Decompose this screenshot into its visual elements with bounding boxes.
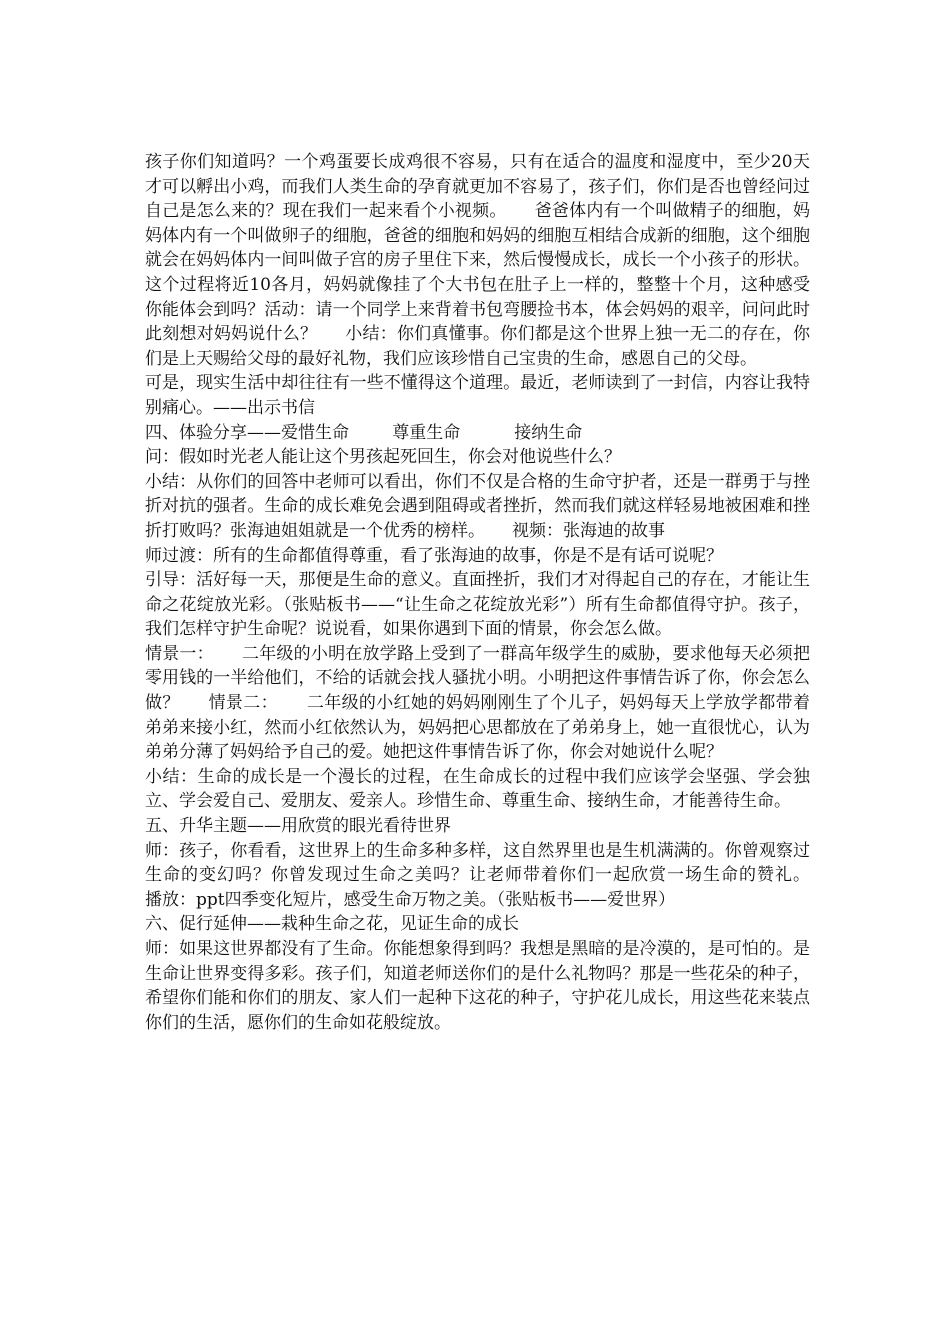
section-heading-four: 四、体验分享——爱惜生命 尊重生命 接纳生命 [145, 422, 583, 443]
paragraph-guidance: 引导：活好每一天，那便是生命的意义。直面挫折，我们才对得起自己的存在，才能让生命之花绽放光彩。（张贴板书——“让生命之花绽放光彩”）所有生命都值得守护。孩子，我们怎样守护生命呢？说说看，如果你遇到下面的情景，你会怎么做。 [145, 570, 810, 640]
paragraph-question: 问：假如时光老人能让这个男孩起死回生，你会对他说些什么？ [145, 447, 621, 468]
paragraph-intro-life-origin: 孩子你们知道吗？一个鸡蛋要长成鸡很不容易，只有在适合的温度和湿度中，至少20天才可以孵出小鸡，而我们人类生命的孕育就更加不容易了，孩子们，你们是否也曾经问过自己是怎么来的？现在我们一起来看个小视频。 爸爸体内有一个叫做精子的细胞，妈妈体内有一个叫做卵子的细胞，爸爸的细胞和妈妈的细胞互相结合成新的细胞，这个细胞就会在妈妈体内一间叫做子宫的房子里住下来，然后慢慢成长，成长一个小孩子的形状。这个过程将近10各月，妈妈就像挂了个大书包在肚子上一样的，整整十个月，这种感受你能体会到吗？活动：请一个同学上来背着书包弯腰捡书本，体会妈妈的艰辛，问问此时此刻想对妈妈说什么？ 小结：你们真懂事。你们都是这个世界上独一无二的存在，你们是上天赐给父母的最好礼物，我们应该珍惜自己宝贵的生命，感恩自己的父母。 [145, 152, 810, 369]
paragraph-scenarios: 情景一： 二年级的小明在放学路上受到了一群高年级学生的威胁，要求他每天必须把零用钱的一半给他们，不给的话就会找人骚扰小明。小明把这件事情告诉了你，你会怎么做？ 情景二： 二年级的小红她的妈妈刚刚生了个儿子，妈妈每天上学放学都带着弟弟来接小红，然而小红依然认为，妈妈把心思都放在了弟弟身上，她一直很忧心，认为弟弟分薄了妈妈给予自己的爱。她把这件事情告诉了你，你会对她说什么呢？ [145, 643, 810, 763]
paragraph-letter: 可是，现实生活中却往往有一些不懂得这个道理。最近，老师读到了一封信，内容让我特别痛心。——出示书信 [145, 373, 810, 418]
document-body [145, 150, 838, 1035]
paragraph-transition: 师过渡：所有的生命都值得尊重，看了张海迪的故事，你是不是有话可说呢？ [145, 545, 723, 566]
paragraph-summary-guardian: 小结：从你们的回答中老师可以看出，你们不仅是合格的生命守护者，还是一群勇于与挫折对抗的强者。生命的成长难免会遇到阻碍或者挫折，然而我们就这样轻易地被困难和挫折打败吗？张海迪姐姐就是一个优秀的榜样。 视频：张海迪的故事 [145, 471, 810, 541]
paragraph-appreciate-world: 师：孩子，你看看，这世界上的生命多种多样，这自然界里也是生机满满的。你曾观察过生命的变幻吗？你曾发现过生命之美吗？让老师带着你们一起欣赏一场生命的赞礼。 播放：ppt四季变化短片，感受生命万物之美。（张贴板书——爱世界） [145, 840, 838, 910]
section-heading-five: 五、升华主题——用欣赏的眼光看待世界 [145, 816, 451, 837]
paragraph-flower-seeds: 师：如果这世界都没有了生命。你能想象得到吗？我想是黑暗的是冷漠的，是可怕的。是生命让世界变得多彩。孩子们，知道老师送你们的是什么礼物吗？那是一些花朵的种子，希望你们能和你们的朋友、家人们一起种下这花的种子，守护花儿成长，用这些花来装点你们的生活，愿你们的生命如花般绽放。 [145, 939, 810, 1033]
paragraph-summary-growth: 小结：生命的成长是一个漫长的过程，在生命成长的过程中我们应该学会坚强、学会独立、学会爱自己、爱朋友、爱亲人。珍惜生命、尊重生命、接纳生命，才能善待生命。 [145, 766, 810, 812]
section-heading-six: 六、促行延伸——栽种生命之花，见证生命的成长 [145, 914, 519, 935]
